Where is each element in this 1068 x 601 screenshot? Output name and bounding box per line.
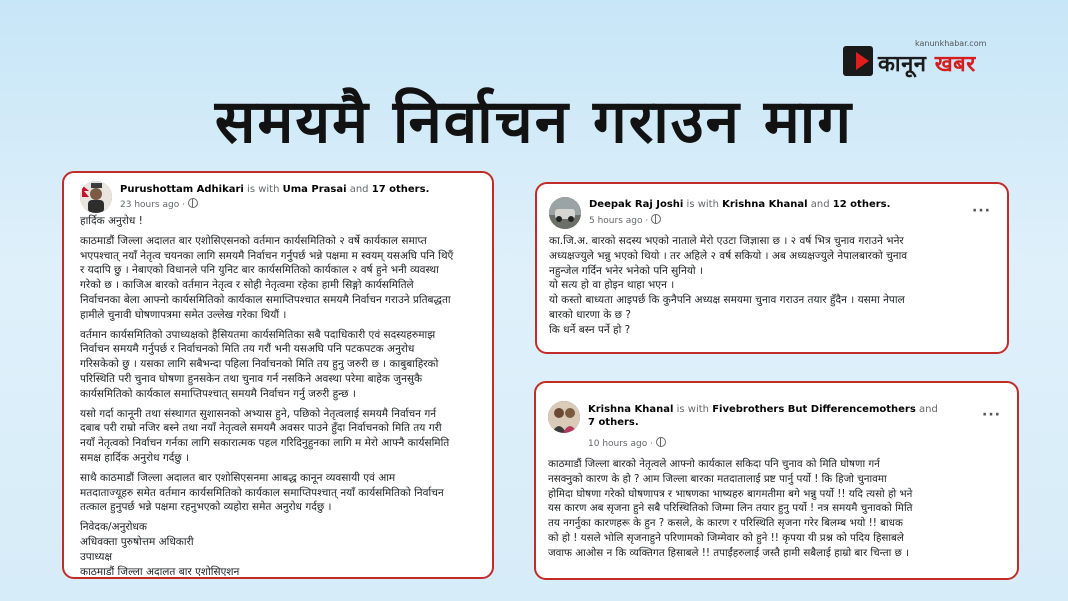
post-paragraph <box>80 234 485 323</box>
globe-icon <box>651 214 661 224</box>
post-header <box>589 198 890 211</box>
post-line: काठमाडौं जिल्ला अदालत बार एशोसिएशन <box>80 565 240 578</box>
post-time-text: 23 hours ago · <box>120 200 185 210</box>
author-name[interactable]: Deepak Raj Joshi <box>589 199 684 210</box>
post-paragraph <box>80 471 485 515</box>
post-time-text: 10 hours ago · <box>588 439 653 449</box>
post-line: नहुन्जेल गर्दिन भनेर भनेको पनि सुनियो । <box>549 264 703 277</box>
with-text: is with <box>686 199 719 210</box>
post-signature <box>80 520 485 579</box>
logo-brand-black: कानून <box>878 52 927 77</box>
couple-photo-avatar[interactable] <box>548 401 580 433</box>
globe-icon <box>188 198 198 208</box>
post-line: तय नगर्नुका कारणहरू के हुन ? कसले, के कारण र परिस्थिति सृजना गरेर बिलम्ब भयो !! बाधक <box>548 517 903 530</box>
others-link[interactable]: 17 others. <box>371 184 430 195</box>
car-photo-avatar[interactable] <box>549 197 581 229</box>
post-line: साथै काठमाडौं जिल्ला अदालत बार एशोसिएसनमा आबद्ध कानून व्यवसायी एवं आम <box>80 471 396 484</box>
and-text: and <box>349 184 369 195</box>
post-line: यो सत्य हो वा होइन थाहा भएन । <box>549 279 675 292</box>
post-body <box>549 234 999 338</box>
post-line: वर्तमान कार्यसमितिको उपाध्यक्षको हैसियतमा कार्यसमितिका सबै पदाधिकारी एवं सदस्यहरुमाझ <box>80 328 436 341</box>
post-time[interactable] <box>588 437 666 450</box>
logo-brand-text <box>878 48 976 78</box>
logo-brand-red: खबर <box>934 52 976 77</box>
post-line: का.जि.अ. बारको सदस्य भएको नाताले मेरो एउटा जिज्ञासा छ । २ वर्ष भित्र चुनाव गराउने भनेर <box>549 235 904 247</box>
post-line: गरेको छ । काजिअ बारको वर्तमान नेतृत्व र सोही नेतृत्वमा रहेका हामी सिङ्गो कार्यसमितिले <box>80 279 414 292</box>
post-line: कि धर्ने बस्न पर्ने हो ? <box>549 323 631 336</box>
post-line: हामीले चुनावी घोषणापत्रमा समेत उल्लेख गरेका थियौं । <box>80 308 287 321</box>
post-time[interactable] <box>120 198 198 211</box>
post-header <box>588 403 938 429</box>
post-line: यस कारण अब सृजना हुने सबै परिस्थितिको जिम्मा लिन तयार हुनु पर्यो ! नत्र समयमै चुनावको मिति <box>548 502 913 515</box>
post-time-text: 5 hours ago · <box>589 216 649 226</box>
more-options-icon[interactable]: ··· <box>972 203 991 219</box>
globe-icon <box>656 437 666 447</box>
post-line: निर्वाचनका बेला आफ्नो कार्यसमितिको कार्यकाल समाप्तिपश्चात समयमै निर्वाचन गराउने प्रतिबद्धता <box>80 293 451 306</box>
others-link[interactable]: 12 others. <box>832 199 891 210</box>
post-line: निवेदक/अनुरोधक <box>80 521 147 534</box>
post-paragraph <box>80 328 485 402</box>
and-text: and <box>919 404 938 415</box>
post-line: र यदापि छु । नेबाएको विधानले पनि युनिट बार कार्यसमितिको कार्यकाल २ वर्ष हुने भनी व्यवस्था <box>80 264 439 277</box>
post-line: उपाध्यक्ष <box>80 550 113 563</box>
post-line: नयाँ नेतृत्वको निर्वाचन गर्नका लागि सकारात्मक पहल गरिदिनुहुनका लागि म मेरो आफ्नै कार्यसमिति <box>80 437 450 450</box>
post-line: यसो गर्दा कानूनी तथा संस्थागत सुशासनको अभ्यास हुने, पछिको नेतृत्वलाई समयमै निर्वाचन गर्न <box>80 407 437 420</box>
post-header <box>120 183 429 196</box>
post-line: निर्वाचन समयमै गर्नुपर्छ र निर्वाचनको मिति तय गरौं भनी यसअघि पनि पटकपटक अनुरोध <box>80 343 415 356</box>
kanun-khabar-logo[interactable] <box>843 39 987 80</box>
post-body <box>80 214 485 579</box>
post-line: काठमाडौं जिल्ला बारको नेतृत्वले आफ्नो कार्यकाल सकिदा पनि चुनाव को मिति घोषणा गर्न <box>548 458 880 470</box>
facebook-post-card <box>535 182 1009 354</box>
post-line: को हो ! यसले भोलि सृजनाहुने परिणामको जिम्मेवार को हुने !! कृपया यी प्रश्न को पदिय हिसाबले <box>548 531 904 544</box>
flag-profile-avatar[interactable] <box>80 181 112 213</box>
others-link[interactable]: 7 others. <box>588 417 639 428</box>
with-text: is with <box>247 184 280 195</box>
facebook-post-card <box>534 381 1019 580</box>
post-line: कार्यसमितिको कार्यकाल समाप्तिपश्चात् समयमै निर्वाचन गर्नु जरुरी हुन्छ । <box>80 387 356 400</box>
post-line: गरिसकेको छु । यसका लागि सबैभन्दा पहिला निर्वाचनको मिति तय हुनु जरुरी छ । काबुबाहिरको <box>80 358 439 371</box>
and-text: and <box>810 199 830 210</box>
post-line: दबाब परी राम्रो नजिर बस्ने तथा नयाँ नेतृत्वले समयमै अवसर पाउने हुँदा निर्वाचनको मिति तय गरी <box>80 422 442 435</box>
author-name[interactable]: Krishna Khanal <box>588 404 674 415</box>
post-line: बारको धारणा के छ ? <box>549 308 631 321</box>
post-line: समक्ष हार्दिक अनुरोध गर्दछु । <box>80 451 190 464</box>
post-line: नसक्नुको कारण के हो ? आम जिल्ला बारका मतदातालाई प्रष्ट पार्नु पर्यो ! कि हिजो चुनावमा <box>548 472 887 485</box>
post-line: हार्दिक अनुरोध ! <box>80 215 143 227</box>
with-text: is with <box>676 404 710 415</box>
post-line: अधिवक्ता पुरुषोत्तम अधिकारी <box>80 535 194 548</box>
post-paragraph <box>80 214 485 229</box>
post-time[interactable] <box>589 214 661 227</box>
post-line: तत्काल हुनुपर्छ भन्ने पक्षमा रहनुभएको व्यहोरा समेत अनुरोध गर्दछु । <box>80 501 332 514</box>
post-line: अध्यक्षज्युले भन्नु भएको थियो । तर अहिले २ वर्ष सकियो । अब अध्यक्षज्युले नेपालबारको चुनाव <box>549 249 908 262</box>
post-line: होमिदा घोषणा गरेको घोषणापत्र र भाषणका भाष्यहरु बागमतीमा बगे भन्नु पर्यो !! यदि त्यसो हो भने <box>548 487 913 500</box>
tagged-name[interactable]: Fivebrothers But Differencemothers <box>712 404 916 415</box>
tagged-name[interactable]: Krishna Khanal <box>722 199 808 210</box>
more-options-icon[interactable]: ··· <box>982 407 1001 423</box>
post-paragraph <box>80 407 485 466</box>
k-play-logo-icon <box>843 46 873 76</box>
post-line: भएपश्चात् नयाँ नेतृत्व चयनका लागि समयमै निर्वाचन गर्नुपर्छ भन्ने पक्षमा म स्वयम् यसअघि पनि थिएँ <box>80 249 454 262</box>
post-line: यो कस्तो बाध्यता आइपर्छ कि कुनैपनि अध्यक्ष समयमा चुनाव गराउन तयार हुँदैन । यसमा नेपाल <box>549 294 905 307</box>
post-line: जवाफ आओस न कि व्यक्तिगत हिसाबले !! तपाईंहरुलाई जस्तै हामी सबैलाई हाम्रो बार चिन्ता छ । <box>548 546 910 559</box>
logo-site-url: kanunkhabar.com <box>915 39 987 48</box>
post-line: परिस्थिति परी चुनाव घोषणा हुनसकेन तथा चुनाव गर्न नसकिने अवस्था परेमा बाहेक जुनसुकै <box>80 372 423 385</box>
post-line: काठमाडौं जिल्ला अदालत बार एशोसिएसनको वर्तमान कार्यसमितिको २ वर्षे कार्यकाल समाप्त <box>80 234 427 247</box>
tagged-name[interactable]: Uma Prasai <box>282 184 347 195</box>
post-body <box>548 457 1010 561</box>
author-name[interactable]: Purushottam Adhikari <box>120 184 244 195</box>
page-headline: समयमै निर्वाचन गराउन माग <box>214 87 854 157</box>
facebook-post-card <box>62 171 494 579</box>
post-line: मतदाताज्यूहरु समेत वर्तमान कार्यसमितिको कार्यकाल समाप्तिपश्चात् नयाँ कार्यसमितिको निर्वाचन <box>80 486 444 499</box>
